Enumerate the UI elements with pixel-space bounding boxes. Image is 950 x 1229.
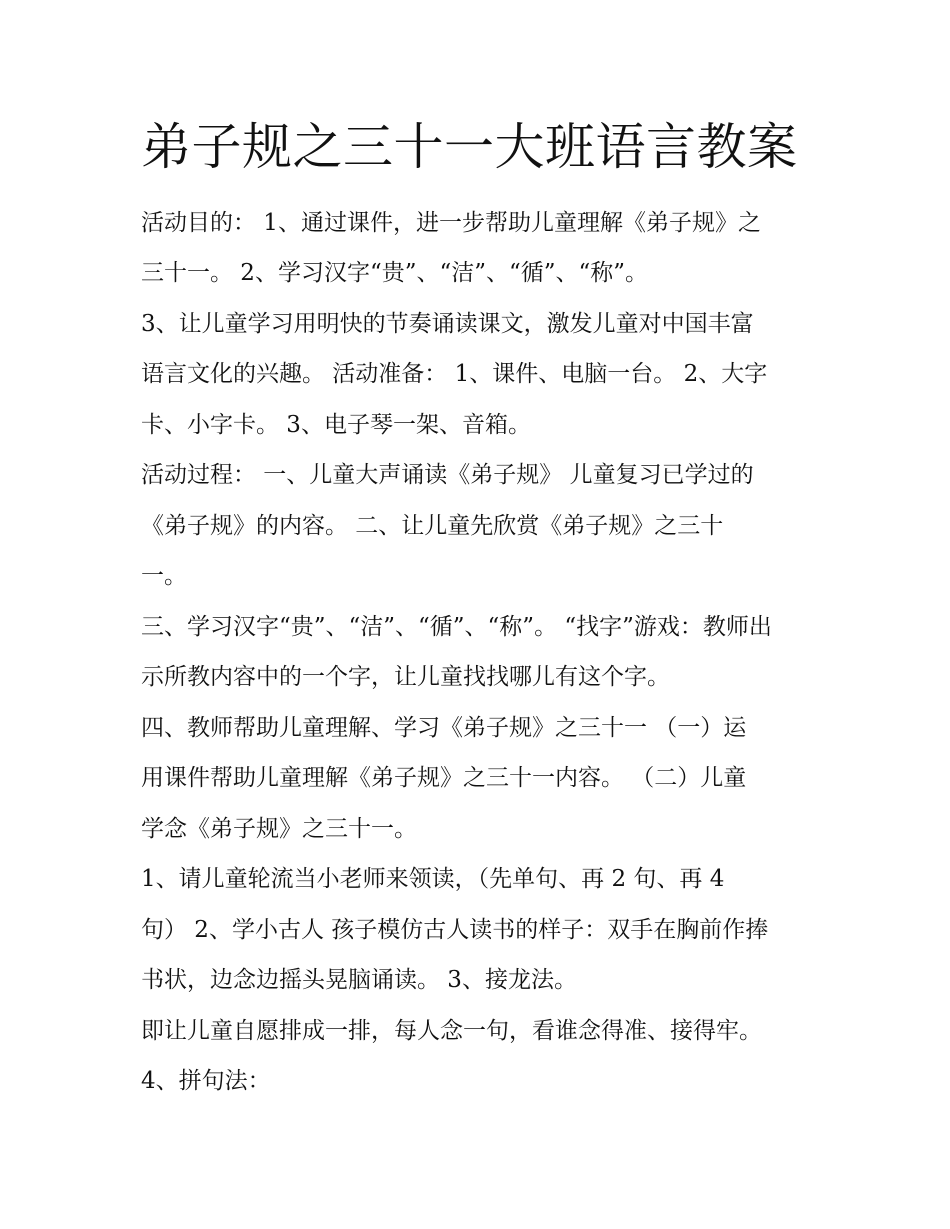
body-line: 3、让儿童学习用明快的节奏诵读课文，激发儿童对中国丰富 bbox=[141, 311, 754, 337]
body-line: 用课件帮助儿童理解《弟子规》之三十一内容。 （二）儿童 bbox=[141, 765, 747, 791]
body-line: 四、教师帮助儿童理解、学习《弟子规》之三十一 （一）运 bbox=[141, 715, 747, 741]
document-title: 弟子规之三十一大班语言教案 bbox=[141, 118, 798, 176]
body-line: 活动过程： 一、儿童大声诵读《弟子规》 儿童复习已学过的 bbox=[141, 462, 754, 488]
body-line: 三十一。 2、学习汉字“贵”、“洁”、“循”、“称”。 bbox=[141, 260, 649, 286]
body-line: 活动目的： 1、通过课件，进一步帮助儿童理解《弟子规》之 bbox=[141, 210, 761, 236]
body-line: 示所教内容中的一个字，让儿童找找哪儿有这个字。 bbox=[141, 664, 670, 690]
body-line: 4、拼句法： bbox=[141, 1068, 271, 1094]
body-line: 学念《弟子规》之三十一。 bbox=[141, 816, 417, 842]
body-line: 语言文化的兴趣。 活动准备： 1、课件、电脑一台。 2、大字 bbox=[141, 361, 768, 387]
body-line: 卡、小字卡。 3、电子琴一架、音箱。 bbox=[141, 412, 531, 438]
body-line: 一。 bbox=[141, 563, 187, 589]
body-line: 1、请儿童轮流当小老师来领读，（先单句、再 2 句、再 4 bbox=[141, 866, 725, 892]
body-line: 即让儿童自愿排成一排，每人念一句，看谁念得准、接得牢。 bbox=[141, 1018, 762, 1044]
body-line: 书状，边念边摇头晃脑诵读。 3、接龙法。 bbox=[141, 967, 577, 993]
body-line: 句） 2、学小古人 孩子模仿古人读书的样子：双手在胸前作捧 bbox=[141, 917, 769, 943]
body-line: 《弟子规》的内容。 二、让儿童先欣赏《弟子规》之三十 bbox=[141, 513, 724, 539]
body-line: 三、学习汉字“贵”、“洁”、“循”、“称”。 “找字”游戏：教师出 bbox=[141, 614, 772, 640]
